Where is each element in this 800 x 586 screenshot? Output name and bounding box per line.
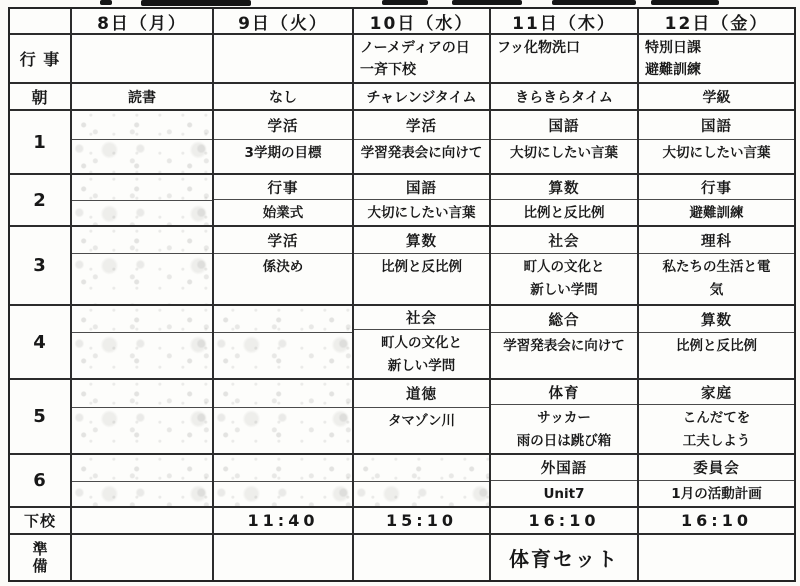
period-cell [354, 111, 491, 173]
period-cell [214, 455, 354, 506]
period-cell [214, 175, 354, 225]
period-cell [354, 455, 491, 506]
events-cell [72, 35, 214, 82]
preparation-cell [639, 535, 794, 580]
subject [354, 455, 489, 482]
period-cell [639, 175, 794, 225]
morning-row-label: 朝 [10, 84, 72, 109]
detail: 大切にしたい言葉 [510, 145, 618, 161]
detail: 比例と反比例 [523, 205, 605, 221]
period-cell [354, 175, 491, 225]
period-cell [639, 455, 794, 506]
subject: 国語 [354, 175, 489, 200]
dismissal-time: 11:40 [214, 508, 354, 533]
events-row [10, 35, 794, 84]
dismissal-time: 16:10 [491, 508, 639, 533]
period-row-3 [10, 227, 794, 306]
subject [214, 380, 352, 408]
detail [72, 408, 212, 453]
period-cell [491, 306, 639, 378]
detail: 大切にしたい言葉 [662, 145, 771, 161]
subject: 行事 [639, 175, 794, 200]
corner-cell [10, 9, 72, 33]
morning-cell: きらきらタイム [491, 84, 639, 109]
cropped-text-artifact [452, 0, 522, 5]
period-row-4 [10, 306, 794, 380]
period-row-5 [10, 380, 794, 455]
period-label: 4 [10, 306, 72, 378]
morning-cell: チャレンジタイム [354, 84, 491, 109]
period-label: 2 [10, 175, 72, 225]
subject [72, 306, 212, 333]
period-cell [639, 380, 794, 453]
period-cell [72, 380, 214, 453]
preparation-cell [72, 535, 214, 580]
timetable-grid [8, 7, 796, 582]
subject: 社会 [491, 227, 637, 254]
subject: 行事 [214, 175, 352, 200]
dismissal-time: 16:10 [681, 511, 752, 530]
subject [72, 175, 212, 201]
events-cell [214, 35, 354, 82]
subject: 社会 [354, 306, 489, 330]
period-label: 3 [10, 227, 72, 304]
detail: 比例と反比例 [676, 338, 757, 354]
subject [214, 455, 352, 482]
detail: 比例と反比例 [381, 259, 462, 275]
events-cell: 特別日課 避難訓練 [645, 40, 701, 78]
cropped-text-artifact [552, 0, 636, 5]
detail: 1月の活動計画 [671, 486, 762, 502]
subject [72, 111, 212, 140]
subject: 算数 [354, 227, 489, 254]
subject: 総合 [491, 306, 637, 333]
detail: 町人の文化と 新しい学問 [381, 335, 462, 374]
subject: 算数 [491, 175, 637, 200]
period-cell [491, 111, 639, 173]
morning-cell: なし [214, 84, 354, 109]
subject: 外国語 [491, 455, 637, 481]
period-cell [72, 306, 214, 378]
period-label: 1 [10, 111, 72, 173]
detail: Unit7 [543, 486, 585, 502]
subject: 学活 [214, 227, 352, 254]
detail: 大切にしたい言葉 [367, 205, 476, 221]
detail: タマゾン川 [387, 413, 456, 429]
detail [214, 482, 352, 506]
detail: サッカー 雨の日は跳び箱 [516, 410, 612, 449]
dismissal-time: 15:10 [354, 508, 491, 533]
subject [72, 380, 212, 408]
period-cell [214, 306, 354, 378]
detail: こんだてを 工夫しよう [682, 410, 751, 449]
subject: 国語 [491, 111, 637, 140]
period-label: 5 [10, 380, 72, 453]
period-cell [72, 455, 214, 506]
dismissal-row-label: 下校 [10, 508, 72, 533]
period-cell [639, 111, 794, 173]
detail [354, 482, 489, 506]
subject [72, 455, 212, 482]
day-header-tue: 9日（火） [214, 9, 354, 33]
preparation-cell: 体育セット [491, 535, 639, 580]
period-cell [354, 380, 491, 453]
detail: 避難訓練 [689, 205, 744, 221]
day-header-fri: 12日（金） [664, 13, 769, 34]
period-cell [491, 455, 639, 506]
detail [72, 482, 212, 506]
period-cell [72, 175, 214, 225]
cropped-text-artifact [382, 0, 428, 5]
preparation-cell [354, 535, 491, 580]
period-label: 6 [10, 455, 72, 506]
period-cell [491, 380, 639, 453]
subject: 学活 [214, 111, 352, 140]
dismissal-row [10, 508, 794, 535]
period-cell [214, 380, 354, 453]
period-cell [72, 111, 214, 173]
dismissal-time [72, 508, 214, 533]
detail: 学習発表会に向けて [360, 145, 483, 161]
detail [72, 333, 212, 378]
period-cell [639, 227, 794, 304]
day-header-wed: 10日（水） [354, 9, 491, 33]
period-cell [491, 175, 639, 225]
subject: 算数 [639, 306, 794, 333]
detail [214, 333, 352, 378]
morning-row [10, 84, 794, 111]
cropped-text-artifact [651, 0, 719, 5]
day-header-thu: 11日（木） [491, 9, 639, 33]
subject [214, 306, 352, 333]
detail: 学習発表会に向けて [503, 338, 625, 354]
detail [72, 140, 212, 173]
subject: 理科 [639, 227, 794, 254]
detail: 3学期の目標 [244, 145, 322, 161]
period-cell [491, 227, 639, 304]
day-header-mon: 8日（月） [72, 9, 214, 33]
period-cell [214, 227, 354, 304]
period-cell [354, 227, 491, 304]
events-cell: フッ化物洗口 [491, 35, 639, 82]
subject: 道徳 [354, 380, 489, 408]
subject: 体育 [491, 380, 637, 405]
subject: 委員会 [639, 455, 794, 481]
period-cell [72, 227, 214, 304]
cropped-text-artifact [100, 0, 112, 5]
detail [72, 254, 212, 304]
period-cell [639, 306, 794, 378]
detail: 係決め [262, 259, 304, 275]
detail: 町人の文化と 新しい学問 [523, 259, 605, 298]
subject: 国語 [639, 111, 794, 140]
morning-cell: 学級 [702, 89, 731, 106]
detail: 始業式 [262, 205, 304, 221]
subject [72, 227, 212, 254]
morning-cell: 読書 [72, 84, 214, 109]
detail [72, 201, 212, 225]
events-row-label: 行 事 [10, 35, 72, 82]
preparation-cell [214, 535, 354, 580]
period-row-1 [10, 111, 794, 175]
subject: 学活 [354, 111, 489, 140]
period-cell [214, 111, 354, 173]
preparation-row [10, 535, 794, 580]
cropped-text-artifact [141, 0, 251, 6]
events-cell: ノーメディアの日 一斉下校 [354, 35, 491, 82]
period-row-6 [10, 455, 794, 508]
detail: 私たちの生活と電 気 [662, 259, 771, 298]
period-row-2 [10, 175, 794, 227]
header-row [10, 9, 794, 35]
detail [214, 408, 352, 453]
preparation-row-label: 準 備 [10, 535, 72, 580]
subject: 家庭 [639, 380, 794, 405]
period-cell [354, 306, 491, 378]
